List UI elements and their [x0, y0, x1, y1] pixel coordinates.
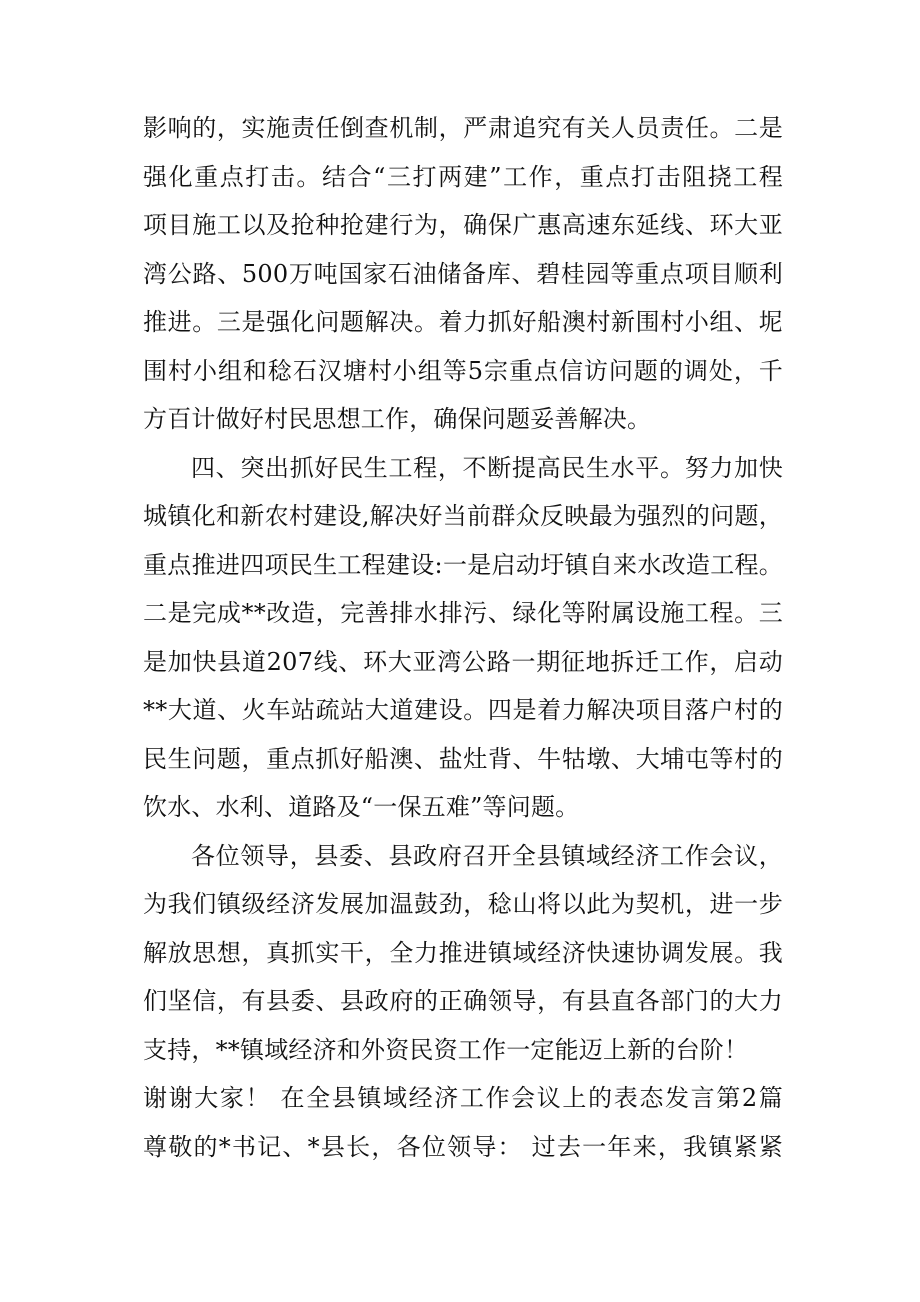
text-line: 城镇化和新农村建设,解决好当前群众反映最为强烈的问题，	[143, 502, 783, 530]
text-line: 们坚信，有县委、县政府的正确领导，有县直各部门的大力	[143, 987, 783, 1015]
text-line: 民生问题，重点抓好船澳、盐灶背、牛牯墩、大埔屯等村的	[143, 744, 783, 773]
text-line: 四、突出抓好民生工程，不断提高民生水平。努力加快	[191, 453, 783, 482]
text-line: 推进。三是强化问题解决。着力抓好船澳村新围村小组、坭	[143, 308, 783, 336]
text-line: 围村小组和稔石汉塘村小组等5宗重点信访问题的调处，千	[143, 356, 783, 385]
text-line: 湾公路、500万吨国家石油储备库、碧桂园等重点项目顺利	[143, 259, 783, 288]
paragraph-1	[143, 104, 783, 444]
text-line: 影响的，实施责任倒查机制，严肃追究有关人员责任。二是	[143, 114, 783, 142]
text-line: 解放思想，真抓实干，全力推进镇域经济快速协调发展。我	[143, 938, 783, 967]
text-line: 各位领导，县委、县政府召开全县镇域经济工作会议，	[191, 841, 783, 870]
text-line: 为我们镇级经济发展加温鼓劲，稔山将以此为契机，进一步	[143, 890, 783, 918]
paragraph-3	[143, 832, 783, 1172]
text-line: 支持，**镇域经济和外资民资工作一定能迈上新的台阶！	[143, 1035, 749, 1064]
paragraph-2	[143, 444, 783, 832]
text-line: **大道、火车站疏站大道建设。四是着力解决项目落户村的	[143, 696, 783, 724]
text-line: 饮水、水利、道路及“一保五难”等问题。	[143, 793, 580, 821]
text-line: 项目施工以及抢种抢建行为，确保广惠高速东延线、环大亚	[143, 211, 783, 239]
text-line: 重点推进四项民生工程建设:一是启动圩镇自来水改造工程。	[143, 550, 783, 579]
document-body	[143, 104, 783, 1171]
text-line: 尊敬的*书记、*县长，各位领导： 过去一年来，我镇紧紧	[143, 1132, 783, 1161]
text-line: 方百计做好村民思想工作，确保问题妥善解决。	[143, 405, 652, 433]
text-line: 谢谢大家！ 在全县镇域经济工作会议上的表态发言第2篇	[143, 1084, 783, 1112]
text-line: 强化重点打击。结合“三打两建”工作，重点打击阻挠工程	[143, 162, 783, 191]
text-line: 二是完成**改造，完善排水排污、绿化等附属设施工程。三	[143, 599, 783, 627]
text-line: 是加快县道207线、环大亚湾公路一期征地拆迁工作，启动	[143, 647, 783, 676]
